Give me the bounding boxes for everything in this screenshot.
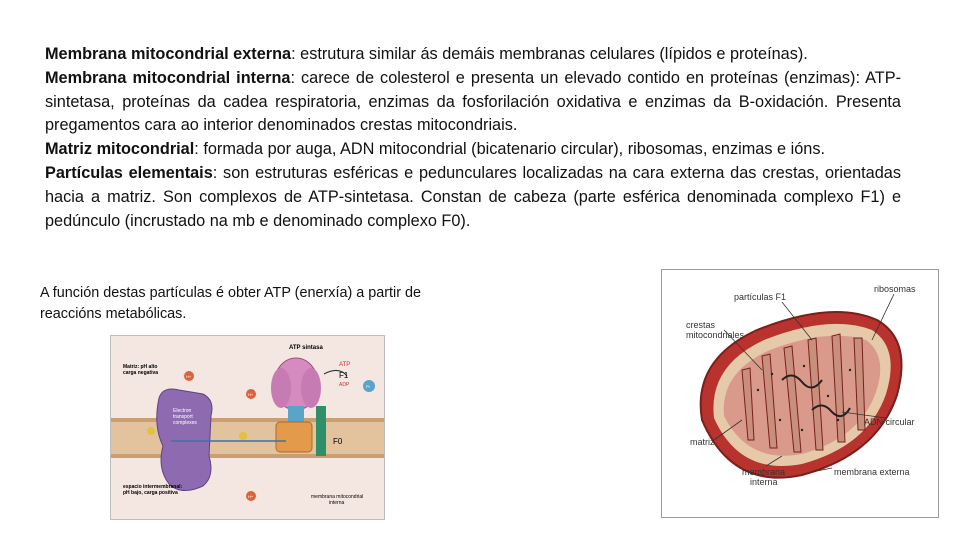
- label-adn-circular: ADN circular: [864, 417, 915, 427]
- label-intermembrane-2: pH bajo, carga positiva: [123, 490, 178, 496]
- term-inner-membrane: Membrana mitocondrial interna: [45, 68, 291, 87]
- label-atp-sintasa: ATP sintasa: [289, 345, 323, 351]
- electron-transport-complex: [157, 389, 212, 491]
- label-intermembrane-1: espacio intermembranal:: [123, 484, 183, 490]
- text-elementary-particles: : son estruturas esféricas e pedunculares localizadas na cara externa das crestas, orientadas hacia a matriz. Son complexos de ATP-sintetasa. Constan de cabeza (parte esférica denominada complexo F1) e pedúnculo (incrustado na mb e denominado complexo F0).: [45, 163, 901, 230]
- paragraph-outer-membrane: [45, 43, 901, 67]
- label-crestas-1: crestas: [686, 320, 716, 330]
- label-complex-1: Electron: [173, 408, 192, 414]
- label-matrix-1: Matriz: pH alto: [123, 364, 158, 370]
- label-crestas-2: mitocondriales: [686, 330, 745, 340]
- function-caption: A función destas partículas é obter ATP (enerxía) a partir de reaccións metabólicas.: [40, 285, 422, 322]
- label-atp: ATP: [339, 362, 351, 368]
- label-f1: F1: [339, 371, 349, 380]
- label-matrix-2: carga negativa: [123, 370, 159, 376]
- label-membrane-2: interna: [329, 500, 345, 506]
- main-text-block: [45, 43, 901, 233]
- text-outer-membrane: : estrutura similar ás demáis membranas celulares (lípidos e proteínas).: [291, 45, 808, 63]
- label-adp: ADP: [339, 382, 350, 388]
- atp-synthase-diagram: [111, 336, 384, 519]
- text-inner-membrane: : carece de colesterol e presenta un elevado contido en proteínas (enzimas): ATP-sintetasa, proteínas da cadea respiratoria, enzimas da fosforilación oxidativa e enzimas da Β-oxidación. Presenta pregamentos cara ao interior denominados crestas mitocondriais.: [45, 68, 901, 135]
- inner-membrane-band: [111, 418, 384, 458]
- label-matriz: matriz: [690, 437, 715, 447]
- label-complex-3: complexes: [173, 420, 197, 426]
- label-pi: Pi: [366, 384, 370, 389]
- label-particulas-f1: partículas F1: [734, 292, 787, 302]
- label-h-plus-1: H+: [186, 374, 192, 379]
- paragraph-elementary-particles: [45, 162, 901, 233]
- mitochondrion-diagram: [662, 270, 938, 517]
- label-interna-1: membrana: [742, 467, 786, 477]
- label-interna-2: interna: [750, 477, 778, 487]
- term-outer-membrane: Membrana mitocondrial externa: [45, 45, 292, 63]
- term-matrix: Matriz mitocondrial: [45, 140, 195, 159]
- label-membrana-externa: membrana externa: [834, 467, 910, 477]
- atp-synthase-figure: [110, 335, 385, 520]
- label-membrane-1: membrana mitocondrial: [311, 494, 364, 500]
- mitochondrion-figure: [661, 269, 939, 518]
- paragraph-inner-membrane: [45, 67, 901, 138]
- text-matrix: : formada por auga, ADN mitocondrial (bicatenario circular), ribosomas, enzimas e ións.: [194, 140, 825, 159]
- term-elementary-particles: Partículas elementais: [45, 163, 213, 182]
- label-f0: F0: [333, 437, 343, 446]
- label-h-plus-3: H+: [248, 494, 254, 499]
- label-h-plus-2: H+: [248, 392, 254, 397]
- label-ribosomas: ribosomas: [874, 284, 916, 294]
- f0-base: [276, 422, 312, 452]
- paragraph-matrix: [45, 138, 901, 162]
- label-complex-2: transport: [173, 414, 193, 420]
